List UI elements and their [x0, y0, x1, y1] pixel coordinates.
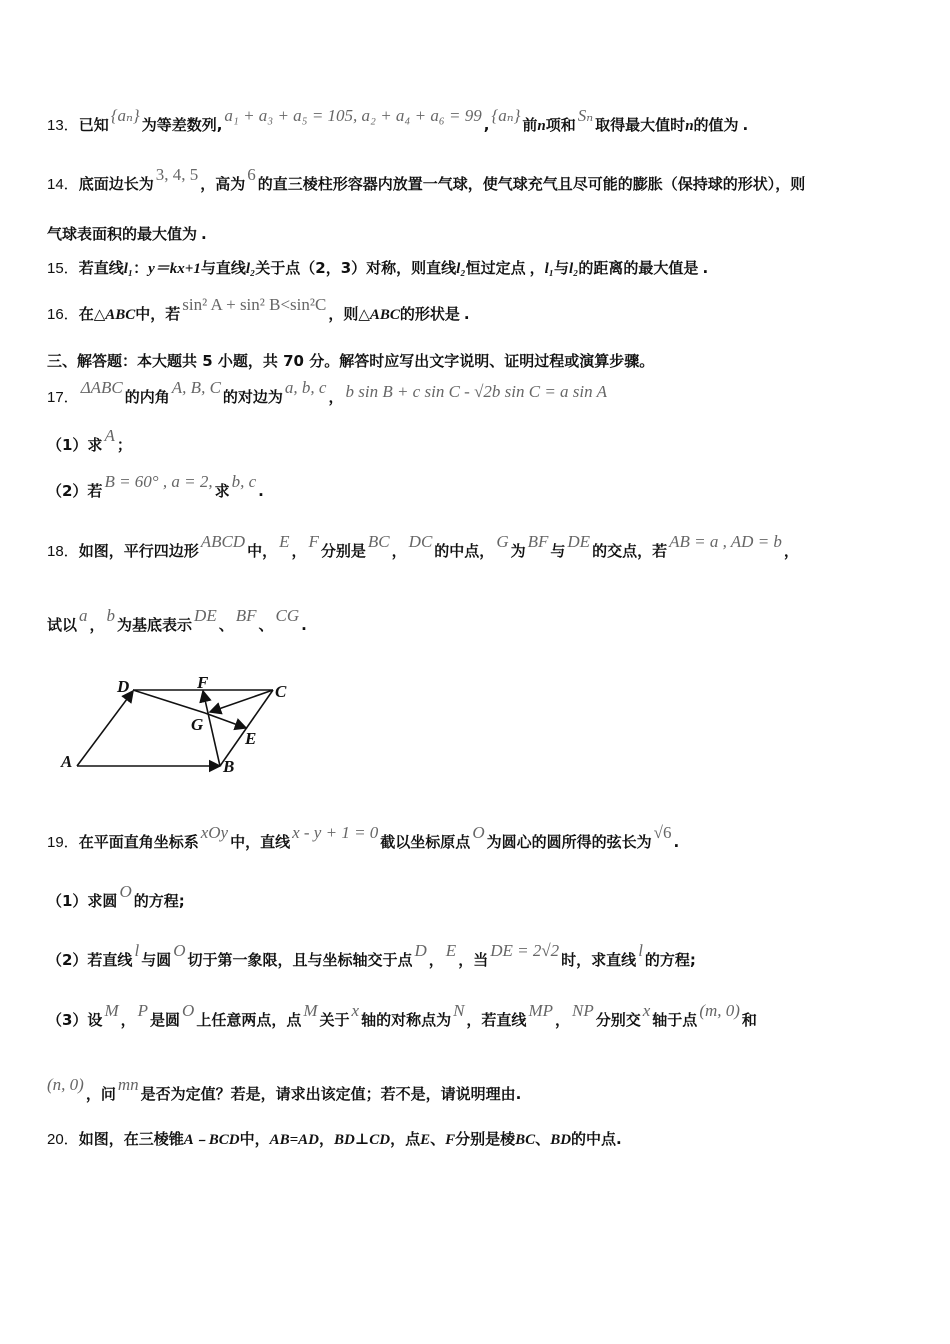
- math-point: M: [104, 1001, 119, 1020]
- question-number: 13．: [47, 117, 79, 134]
- math-line: x - y + 1 = 0: [292, 823, 379, 842]
- math-equation: y＝kx+1: [148, 261, 201, 277]
- math-vector: b: [106, 606, 116, 625]
- text: 在△: [78, 305, 106, 323]
- text: 切于第一象限，且与坐标轴交于点: [187, 951, 413, 969]
- math-line: NP: [572, 1001, 594, 1020]
- math-system: xOy: [200, 823, 229, 842]
- text: 的对边为: [222, 388, 283, 406]
- line-l1: l₁: [544, 261, 554, 277]
- math-point: G: [496, 532, 509, 551]
- text: 中，: [239, 1130, 270, 1148]
- math-point: F: [445, 1132, 456, 1148]
- question-18-cont: [47, 606, 926, 635]
- math-length: √6: [653, 823, 672, 842]
- label-a: A: [61, 752, 73, 771]
- question-20: [47, 1129, 926, 1150]
- text: 为: [510, 542, 526, 560]
- text: 与: [550, 542, 566, 560]
- text: 的内角: [124, 388, 170, 406]
- math-angles: A, B, C: [171, 378, 221, 397]
- line-l1: l₁: [123, 261, 134, 277]
- text: 与: [554, 259, 570, 277]
- text: 的值为: [693, 116, 739, 134]
- text: .: [702, 259, 709, 277]
- math-segment: DC: [408, 532, 433, 551]
- text: 分别交: [595, 1011, 641, 1029]
- text: 底面边长为: [78, 175, 154, 193]
- question-number: 19．: [47, 834, 79, 851]
- line-l2: l₂: [569, 261, 579, 277]
- math-inequality: sin² A + sin² B<sin²C: [182, 295, 327, 314]
- text: ，: [318, 1130, 334, 1148]
- question-number: 16．: [47, 306, 79, 323]
- text: 分别是棱: [455, 1130, 516, 1148]
- text: 如图，平行四边形: [78, 542, 199, 560]
- question-14: [47, 165, 926, 195]
- text: 如图，在三棱锥: [78, 1130, 184, 1148]
- question-17-part-2: [47, 472, 926, 501]
- math-equality: AB=AD: [269, 1132, 319, 1148]
- math-sum: Sₙ: [577, 106, 594, 125]
- question-15: [47, 258, 926, 279]
- text: 、: [258, 616, 274, 634]
- text: 的交点，若: [592, 542, 668, 560]
- text: 气球表面积的最大值为: [47, 225, 198, 243]
- math-point: E: [445, 941, 457, 960]
- text: 恒过定点: [465, 259, 526, 277]
- math-product: mn: [117, 1075, 139, 1094]
- question-19: [47, 823, 926, 853]
- question-number: 20．: [47, 1131, 79, 1148]
- segment-cg: [210, 690, 273, 712]
- text: ，当: [458, 951, 489, 969]
- text: 、: [535, 1130, 551, 1148]
- text: 是否为定值？若是，请求出该定值；若不是，请说明理由.: [140, 1085, 522, 1103]
- line-l2: l₂: [456, 261, 466, 277]
- math-sides: b, c: [231, 472, 257, 491]
- text: ，: [328, 388, 344, 406]
- question-19-part-2: [47, 941, 926, 970]
- text: 为等差数列,: [141, 116, 223, 134]
- variable: n: [537, 118, 546, 134]
- math-vector: BF: [235, 606, 257, 625]
- math-point: E: [420, 1132, 431, 1148]
- text: 和: [741, 1011, 757, 1029]
- text: （2）若直线: [47, 951, 133, 969]
- question-19-part-3: [47, 1001, 926, 1030]
- text: 的形状是: [399, 305, 460, 323]
- text: 、: [218, 616, 234, 634]
- math-circle: O: [119, 882, 132, 901]
- question-number: 17．: [47, 389, 79, 406]
- text: ,: [483, 116, 490, 134]
- text: ，点: [390, 1130, 421, 1148]
- segment-ad: [77, 691, 133, 766]
- text: 为圆心的圆所得的弦长为: [486, 833, 652, 851]
- math-angle: A: [104, 426, 115, 445]
- text: （2）若: [47, 482, 103, 500]
- math-vector: CG: [275, 606, 300, 625]
- text: 前: [522, 116, 538, 134]
- section-heading: 三、解答题：本大题共 5 小题，共 70 分。解答时应写出文字说明、证明过程或演算步骤。: [47, 352, 655, 370]
- text: 分别是: [320, 542, 366, 560]
- text: ，: [529, 259, 545, 277]
- text: 的距离的最大值是: [578, 259, 699, 277]
- math-condition: a₁ + a₃ + a₅ = 105, a₂ + a₄ + a₆ = 99: [224, 106, 482, 125]
- question-17-part-1: [47, 426, 926, 455]
- math-segment: BF: [527, 532, 549, 551]
- question-17: [47, 378, 926, 408]
- math-given: B = 60° , a = 2,: [104, 472, 213, 491]
- label-c: C: [275, 682, 287, 701]
- text: 关于点（2，3）对称，则直线: [255, 259, 457, 277]
- math-point: F: [308, 532, 319, 551]
- text: ，高为: [200, 175, 246, 193]
- math-line: l: [638, 941, 643, 960]
- label-f: F: [197, 673, 209, 692]
- text: 截以坐标原点: [380, 833, 471, 851]
- text: ，则△: [328, 305, 370, 323]
- text: 取得最大值时: [595, 116, 686, 134]
- question-number: 18．: [47, 543, 79, 560]
- math-segment: DE: [567, 532, 591, 551]
- math-point: (n, 0): [47, 1075, 84, 1094]
- text: .: [742, 116, 749, 134]
- math-height: 6: [247, 165, 256, 184]
- label-g: G: [191, 715, 204, 734]
- question-number: 14．: [47, 176, 79, 193]
- text: ，: [291, 542, 307, 560]
- label-d: D: [117, 677, 130, 696]
- text: ，: [120, 1011, 136, 1029]
- text: 的直三棱柱形容器内放置一气球，使气球充气且尽可能的膨胀（保持球的形状），则: [257, 175, 806, 193]
- question-16: [47, 295, 926, 325]
- text: ，: [391, 542, 407, 560]
- math-vectors: AB = a , AD = b: [669, 532, 782, 551]
- text: 轴于点: [652, 1011, 698, 1029]
- math-line: MP: [528, 1001, 553, 1020]
- text: 若直线: [78, 259, 124, 277]
- text: .: [673, 833, 680, 851]
- math-circle: O: [173, 941, 186, 960]
- math-sequence: {aₙ}: [110, 106, 140, 125]
- text: 的中点.: [571, 1130, 622, 1148]
- text: 时，求直线: [561, 951, 637, 969]
- math-triangle: ΔABC: [80, 378, 123, 397]
- text: 为基底表示: [117, 616, 193, 634]
- question-14-cont: [47, 224, 926, 244]
- math-point: E: [279, 532, 290, 551]
- question-13: [47, 106, 926, 136]
- text: 中，若: [135, 305, 181, 323]
- text: 项和: [545, 116, 576, 134]
- text: 、: [430, 1130, 446, 1148]
- math-axis: x: [351, 1001, 360, 1020]
- text: 是圆: [150, 1011, 181, 1029]
- math-line: l: [134, 941, 140, 960]
- math-perpendicular: BD⊥CD: [334, 1132, 391, 1148]
- math-point: O: [472, 823, 485, 842]
- triangle-name: ABC: [369, 307, 400, 323]
- math-point: N: [453, 1001, 465, 1020]
- text: 求: [214, 482, 230, 500]
- text: 试以: [47, 616, 78, 634]
- question-19-part-1: [47, 882, 926, 911]
- text: 的方程;: [133, 892, 185, 910]
- math-point: P: [137, 1001, 149, 1020]
- math-segment: BC: [367, 532, 390, 551]
- math-sequence: {aₙ}: [491, 106, 521, 125]
- math-axis: x: [642, 1001, 651, 1020]
- text: 在平面直角坐标系: [78, 833, 199, 851]
- math-equation: b sin B + c sin C - √2b sin C = a sin A: [345, 382, 607, 401]
- math-sides: 3, 4, 5: [155, 165, 199, 184]
- math-parallelogram: ABCD: [200, 532, 246, 551]
- text: 上任意两点，点: [196, 1011, 302, 1029]
- math-pyramid: A﹣BCD: [183, 1132, 240, 1148]
- segment-bc: [220, 690, 273, 766]
- text: 中，: [247, 542, 278, 560]
- text: 关于: [319, 1011, 350, 1029]
- text: ：: [133, 259, 149, 277]
- label-b: B: [223, 757, 235, 776]
- text: ，问: [85, 1085, 116, 1103]
- text: ，: [89, 616, 105, 634]
- text: 的方程;: [644, 951, 696, 969]
- question-19-part-3-cont: [47, 1075, 926, 1104]
- text: 与圆: [141, 951, 172, 969]
- text: ，: [783, 542, 799, 560]
- text: .: [258, 482, 264, 500]
- math-vector: a: [79, 606, 88, 625]
- text: .: [301, 616, 307, 634]
- math-length: DE = 2√2: [490, 941, 560, 960]
- text: ，若直线: [466, 1011, 527, 1029]
- text: 中，直线: [230, 833, 291, 851]
- math-point: (m, 0): [699, 1001, 740, 1020]
- text: 轴的对称点为: [361, 1011, 452, 1029]
- math-vector: DE: [194, 606, 217, 625]
- text: （1）求圆: [47, 892, 118, 910]
- text: （3）设: [47, 1011, 103, 1029]
- text: .: [201, 225, 207, 243]
- math-segment: BD: [550, 1132, 572, 1148]
- variable: n: [685, 118, 694, 134]
- label-e: E: [245, 729, 257, 748]
- question-number: 15．: [47, 260, 79, 277]
- text: 与直线: [200, 259, 246, 277]
- math-point: M: [303, 1001, 318, 1020]
- triangle-name: ABC: [105, 307, 136, 323]
- text: .: [463, 305, 470, 323]
- math-circle: O: [182, 1001, 195, 1020]
- parallelogram-figure: [55, 670, 305, 780]
- question-18: [47, 532, 926, 562]
- segment-dg: [133, 690, 205, 713]
- text: 已知: [78, 116, 109, 134]
- math-sides: a, b, c: [284, 378, 327, 397]
- text: （1）求: [47, 436, 103, 454]
- math-segment: BC: [515, 1132, 536, 1148]
- text: ，: [554, 1011, 570, 1029]
- text: ；: [116, 436, 132, 454]
- segment-bf: [203, 691, 220, 766]
- math-point: D: [414, 941, 427, 960]
- line-l2: l₂: [245, 261, 256, 277]
- text: 的中点，: [434, 542, 495, 560]
- text: ，: [428, 951, 444, 969]
